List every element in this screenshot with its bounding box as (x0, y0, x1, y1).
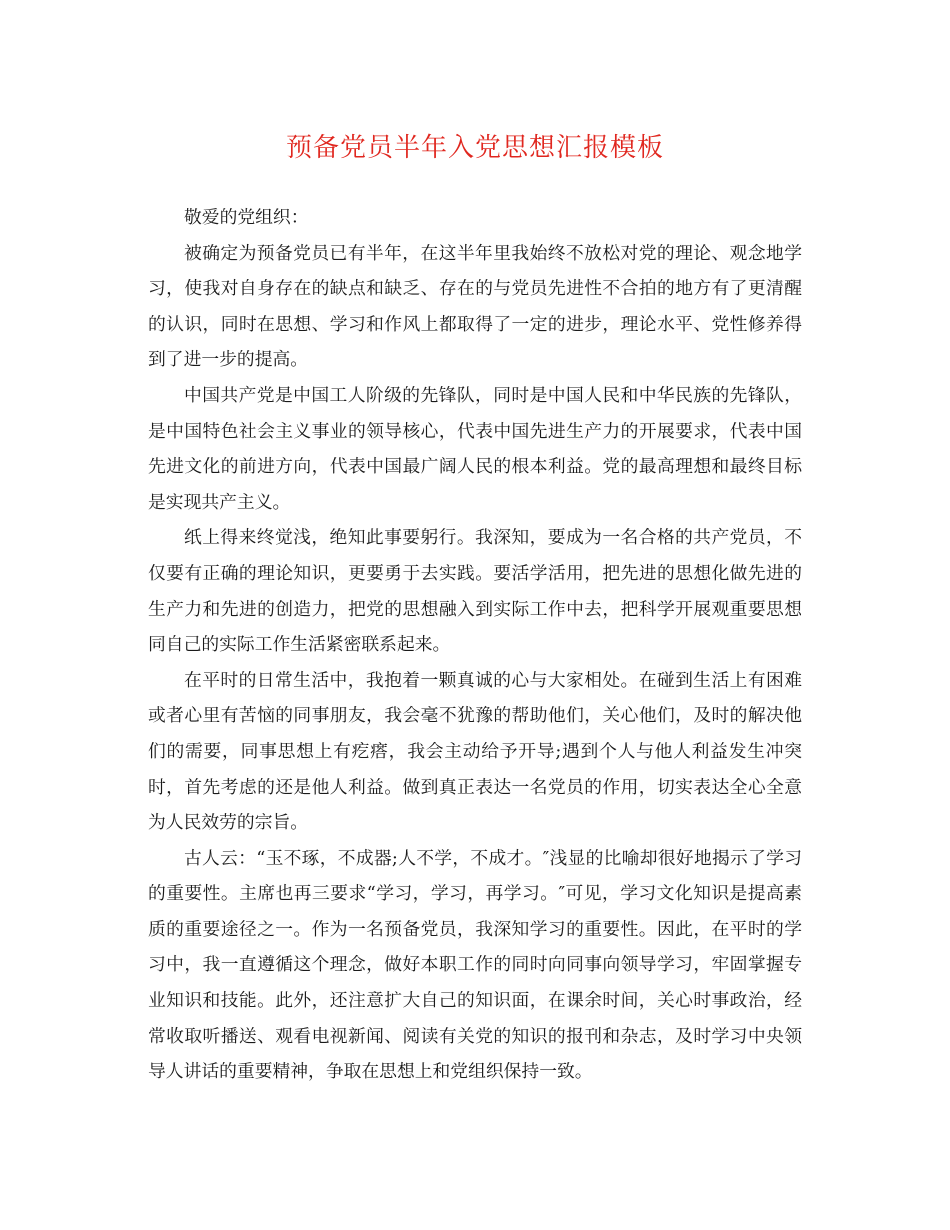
paragraph: 在平时的日常生活中，我抱着一颗真诚的心与大家相处。在碰到生活上有困难或者心里有苦恼的同事朋友，我会毫不犹豫的帮助他们，关心他们，及时的解决他们的需要，同事思想上有疙瘩，我会主动给予开导;遇到个人与他人利益发生冲突时，首先考虑的还是他人利益。做到真正表达一名党员的作用，切实表达全心全意为人民效劳的宗旨。 (148, 669, 802, 834)
document-body (148, 200, 802, 1090)
paragraph: 中国共产党是中国工人阶级的先锋队，同时是中国人民和中华民族的先锋队，是中国特色社会主义事业的领导核心，代表中国先进生产力的开展要求，代表中国先进文化的前进方向，代表中国最广阔人民的根本利益。党的最高理想和最终目标是实现共产主义。 (148, 384, 802, 513)
paragraph: 纸上得来终觉浅，绝知此事要躬行。我深知，要成为一名合格的共产党员，不仅要有正确的理论知识，更要勇于去实践。要活学活用，把先进的思想化做先进的生产力和先进的创造力，把党的思想融入到实际工作中去，把科学开展观重要思想同自己的实际工作生活紧密联系起来。 (148, 527, 802, 656)
paragraph: 古人云：“玉不琢，不成器;人不学，不成才。″浅显的比喻却很好地揭示了学习的重要性。主席也再三要求“学习，学习，再学习。″可见，学习文化知识是提高素质的重要途径之一。作为一名预备党员，我深知学习的重要性。因此，在平时的学习中，我一直遵循这个理念，做好本职工作的同时向同事向领导学习，牢固掌握专业知识和技能。此外，还注意扩大自己的知识面，在课余时间，关心时事政治，经常收取听播送、观看电视新闻、阅读有关党的知识的报刊和杂志，及时学习中央领导人讲话的重要精神，争取在思想上和党组织保持一致。 (148, 847, 802, 1083)
salutation: 敬爱的党组织： (184, 207, 309, 228)
paragraph: 被确定为预备党员已有半年，在这半年里我始终不放松对党的理论、观念地学习，使我对自身存在的缺点和缺乏、存在的与党员先进性不合拍的地方有了更清醒的认识，同时在思想、学习和作风上都取得了一定的进步，理论水平、党性修养得到了进一步的提高。 (148, 242, 802, 371)
document-title: 预备党员半年入党思想汇报模板 (285, 133, 664, 163)
